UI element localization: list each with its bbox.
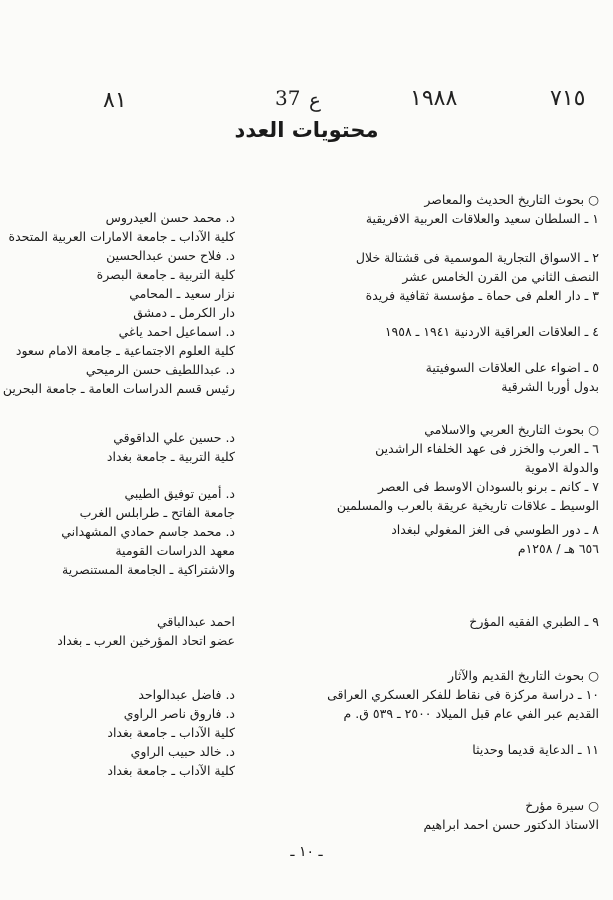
contents-item-line: ١ ـ السلطان سعيد والعلاقات العربية الافريقية [365, 211, 599, 226]
handwritten-letter: ع [309, 88, 321, 112]
author-block-line: نزار سعيد ـ المحامي [129, 286, 235, 301]
author-block-line: د. عبداللطيف حسن الرميحي [85, 362, 235, 377]
author-block [107, 428, 235, 466]
author-block-line: معهد الدراسات القومية [115, 543, 235, 558]
contents-item [327, 666, 599, 723]
contents-item-line: ٤ ـ العلاقات العراقية الاردنية ١٩٤١ ـ ١٩٥٨ [384, 324, 599, 339]
contents-item-line: النصف الثاني من القرن الخامس عشر [402, 269, 599, 284]
contents-item [472, 740, 599, 759]
contents-item [356, 248, 599, 305]
author-block [57, 612, 235, 650]
author-block-line: د. محمد جاسم حمادي المشهداني [61, 524, 235, 539]
contents-item-line: ٨ ـ دور الطوسي فى الغز المغولي لبغداد [391, 522, 599, 537]
author-block-line: دار الكرمل ـ دمشق [133, 305, 235, 320]
handwritten-note-right: ٧١٥ [550, 86, 586, 111]
contents-item [385, 322, 599, 341]
contents-item-line: ٦٥٦ هـ / ١٢٥٨م [517, 541, 599, 556]
author-block-line: د. اسماعيل احمد ياغي [118, 324, 235, 339]
author-block-line: كلية العلوم الاجتماعية ـ جامعة الامام سعود [15, 343, 235, 358]
contents-item-line: ٧ ـ كانم ـ برنو بالسودان الاوسط فى العصر [377, 479, 599, 494]
contents-item [337, 420, 599, 515]
contents-item-line: ○ بحوث التاريخ العربي والاسلامي [424, 422, 599, 437]
author-block-line: احمد عبدالباقي [156, 614, 235, 629]
author-block-line: رئيس قسم الدراسات العامة ـ جامعة البحرين [2, 381, 235, 396]
author-block-line: د. فلاح حسن عبدالحسين [106, 248, 235, 263]
author-block-line: كلية التربية ـ جامعة البصرة [96, 267, 235, 282]
handwritten-issue-number: 37 [275, 86, 301, 110]
author-block-line: د. فاروق ناصر الراوي [123, 706, 235, 721]
contents-item-line: الاستاذ الدكتور حسن احمد ابراهيم [423, 817, 599, 832]
author-block-line: كلية التربية ـ جامعة بغداد [106, 449, 235, 464]
contents-item-line: ١٠ ـ دراسة مركزة فى نقاط للفكر العسكري العراقى [327, 687, 599, 702]
contents-item-line: ○ بحوث التاريخ الحديث والمعاصر [424, 192, 599, 207]
author-block-line: د. محمد حسن العيدروس [105, 210, 235, 225]
author-block-line: كلية الآداب ـ جامعة بغداد [107, 725, 235, 740]
contents-item-line: ○ سيرة مؤرخ [525, 798, 599, 813]
author-block-line: د. حسين علي الداقوقي [113, 430, 235, 445]
author-block [61, 484, 235, 579]
contents-item-line: ٣ ـ دار العلم فى حماة ـ مؤسسة ثقافية فريدة [365, 288, 599, 303]
contents-item-line: والدولة الاموية [524, 460, 599, 475]
contents-item-line: ٩ ـ الطبري الفقيه المؤرخ [469, 614, 599, 629]
author-block-line: د. أمين توفيق الطيبي [124, 486, 235, 501]
page-number: ـ ١٠ ـ [290, 844, 323, 860]
contents-item-line: ٢ ـ الاسواق التجارية الموسمية فى قشتالة خلال [355, 250, 599, 265]
author-block-line: والاشتراكية ـ الجامعة المستنصرية [62, 562, 235, 577]
author-block [3, 208, 235, 398]
contents-item-line: القديم عبر الفي عام قبل الميلاد ٢٥٠٠ ـ ٥٣٩ ق. م [343, 706, 599, 721]
page-title: محتويات العدد [234, 118, 379, 142]
author-block-line: د. فاضل عبدالواحد [138, 687, 235, 702]
handwritten-note-left: ٨١ [103, 88, 127, 113]
contents-item [469, 612, 599, 631]
contents-item [366, 190, 599, 228]
author-block-line: كلية الآداب ـ جامعة الامارات العربية المتحدة [8, 229, 235, 244]
contents-item-line: الوسيط ـ علاقات تاريخية عريقة بالعرب والمسلمين [336, 498, 599, 513]
author-block-line: عضو اتحاد المؤرخين العرب ـ بغداد [57, 633, 235, 648]
contents-item-line: ○ بحوث التاريخ القديم والآثار [448, 668, 599, 683]
author-block-line: جامعة الفاتح ـ طرابلس الغرب [79, 505, 235, 520]
handwritten-year: ١٩٨٨ [410, 86, 458, 111]
contents-item-line: ٦ ـ العرب والخزر فى عهد الخلفاء الراشدين [375, 441, 599, 456]
contents-item-line: بدول أوربا الشرقية [501, 379, 599, 394]
contents-item [423, 796, 599, 834]
contents-item [426, 358, 599, 396]
contents-item-line: ١١ ـ الدعاية قديما وحديثا [472, 742, 599, 757]
contents-item [391, 520, 599, 558]
contents-item-line: ٥ ـ اضواء على العلاقات السوفيتية [425, 360, 599, 375]
author-block-line: كلية الآداب ـ جامعة بغداد [107, 763, 235, 778]
author-block-line: د. خالد حبيب الراوي [130, 744, 235, 759]
author-block [107, 685, 235, 780]
